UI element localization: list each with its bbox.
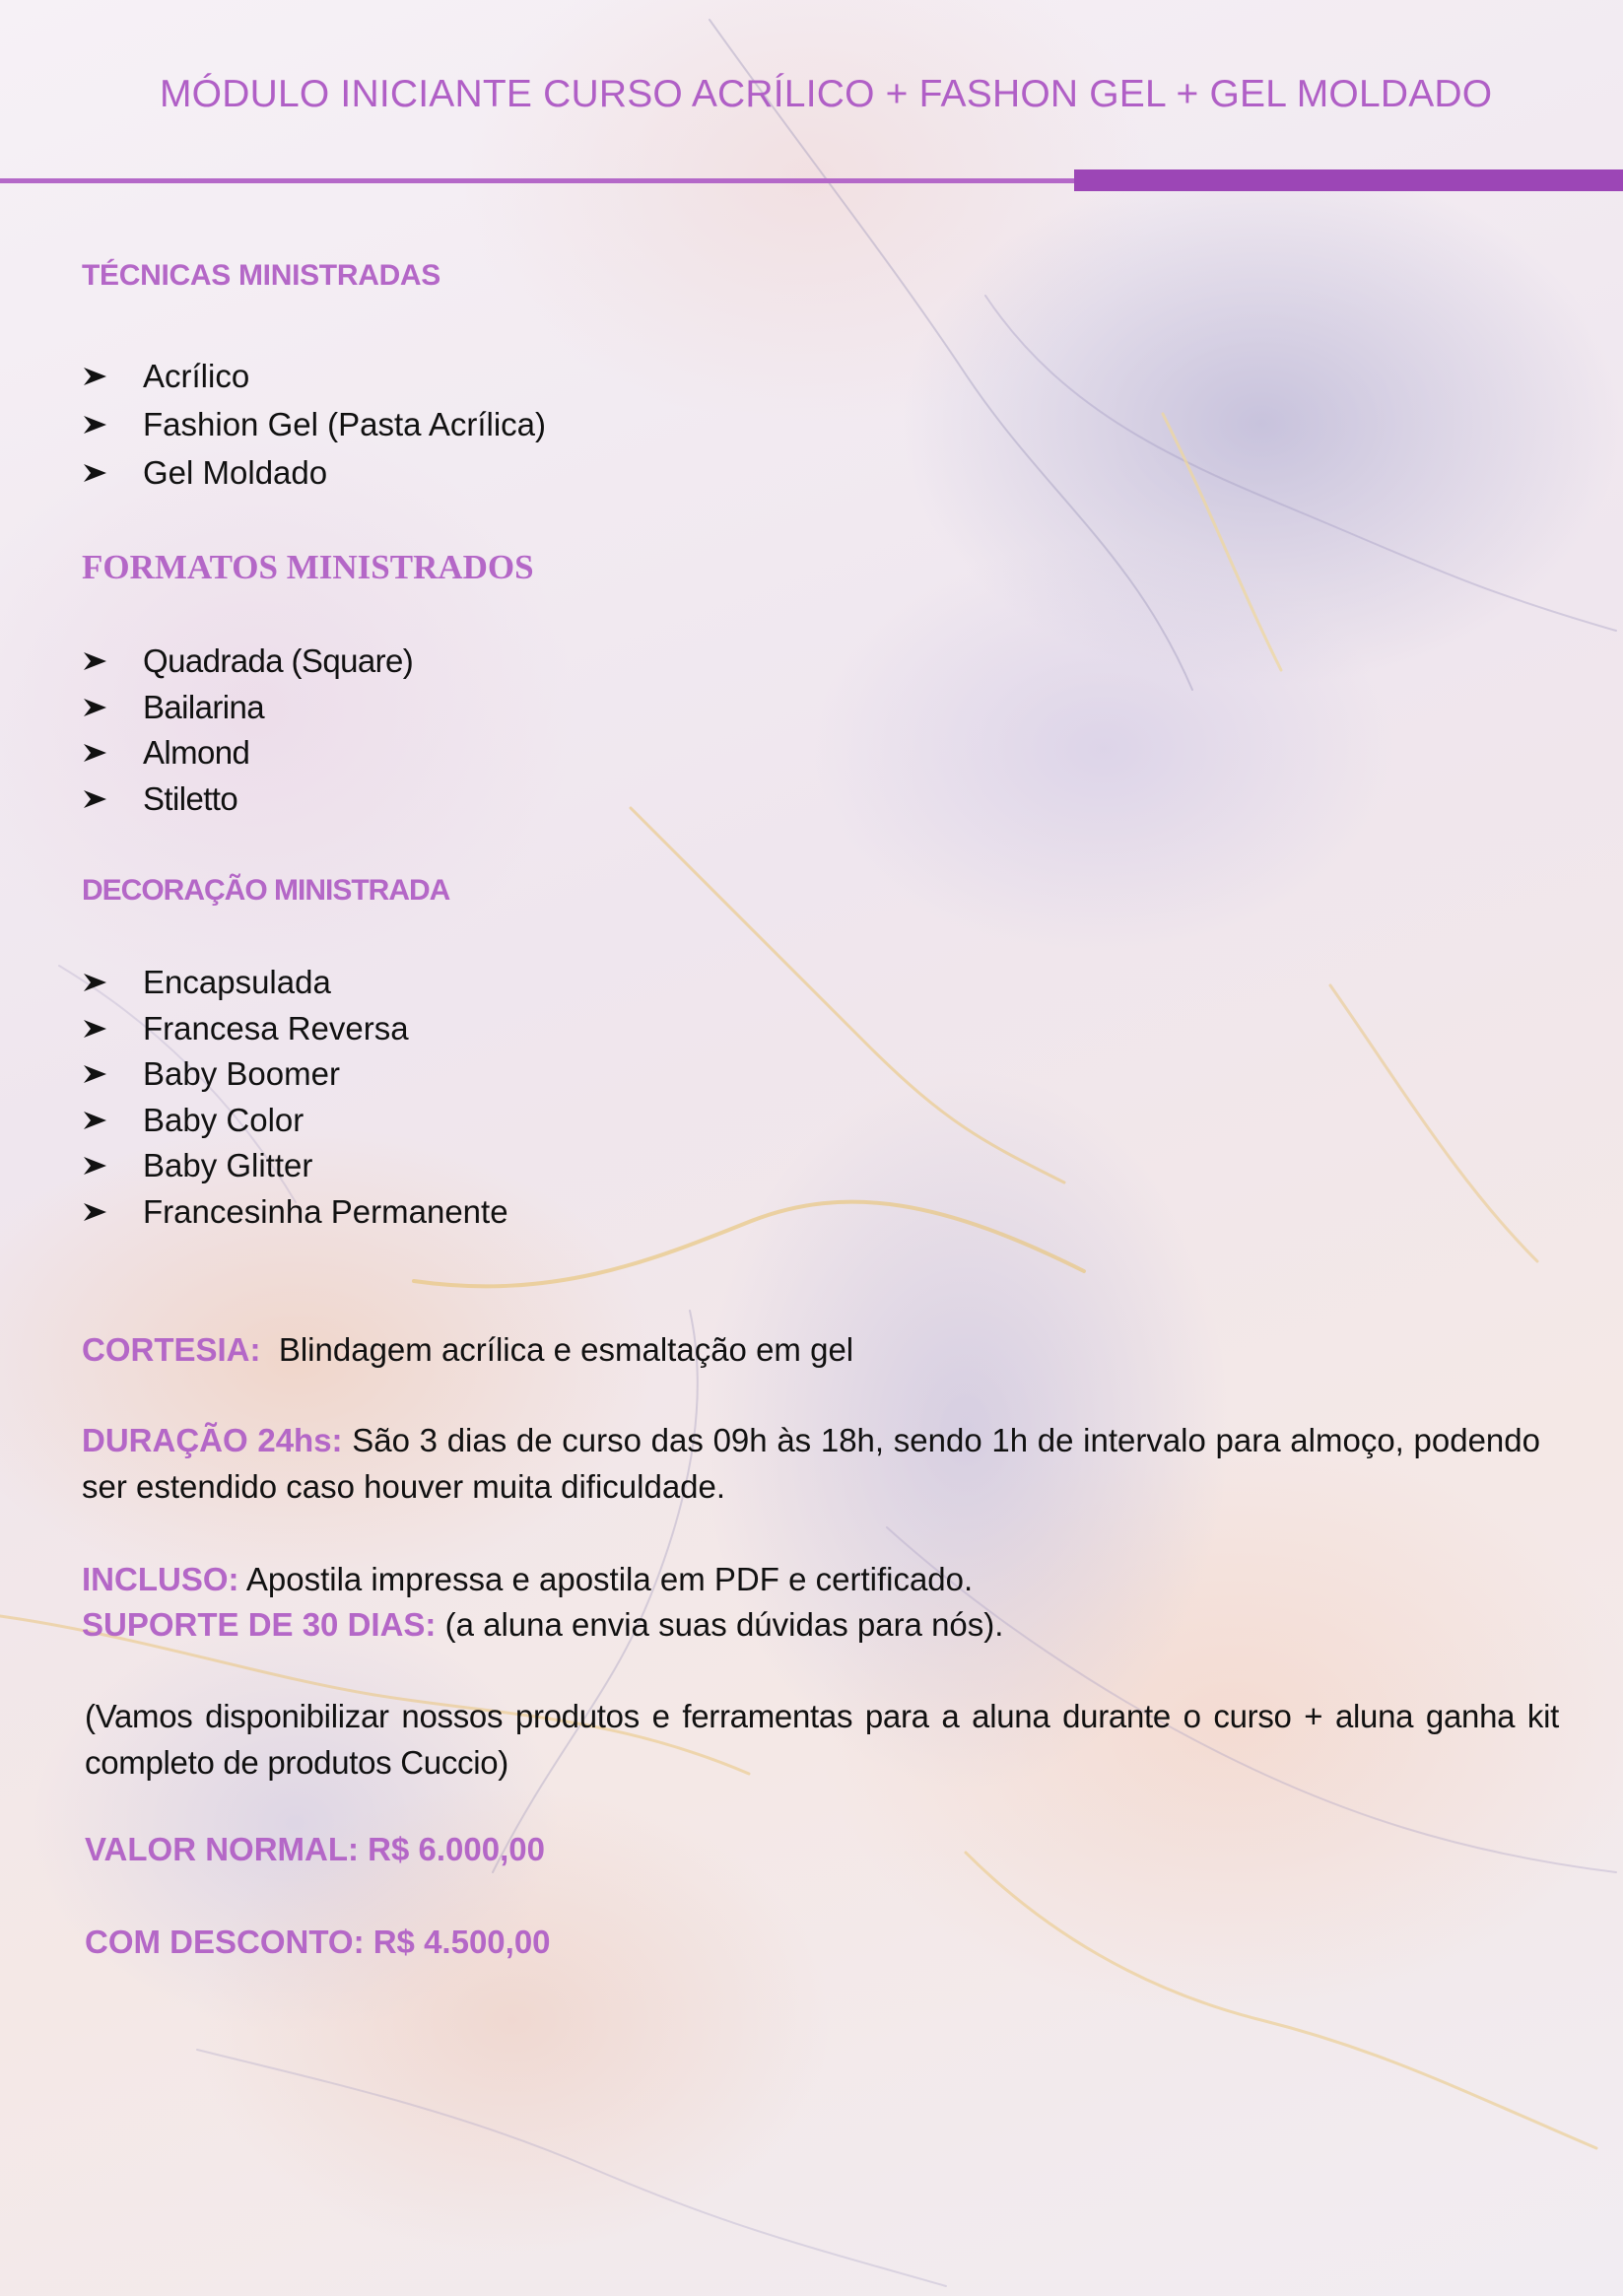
list-item bbox=[82, 1006, 508, 1052]
marble-vein bbox=[197, 2050, 946, 2286]
arrowhead-bullet-icon bbox=[82, 462, 143, 484]
duracao-text: São 3 dias de curso das 09h às 18h, sendo 1h de intervalo para almoço, podendo ser estendido caso houver muita dificuldade. bbox=[82, 1422, 1540, 1505]
arrowhead-bullet-icon bbox=[82, 1063, 143, 1085]
marble-vein bbox=[414, 1202, 1084, 1287]
list-item-label: Stiletto bbox=[143, 779, 238, 817]
marble-vein bbox=[631, 808, 1064, 1182]
list-item bbox=[82, 777, 413, 823]
arrowhead-bullet-icon bbox=[82, 697, 143, 718]
list-item-label: Gel Moldado bbox=[143, 453, 328, 491]
list-item bbox=[82, 1189, 508, 1236]
list-item bbox=[82, 352, 546, 400]
marble-vein bbox=[1163, 414, 1281, 670]
incluso-label: INCLUSO: bbox=[82, 1561, 239, 1597]
list-item-label: Acrílico bbox=[143, 357, 250, 394]
list-item bbox=[82, 448, 546, 497]
page-title: MÓDULO INICIANTE CURSO ACRÍLICO + FASHON GEL + GEL MOLDADO bbox=[160, 73, 1493, 115]
list-item-label: Encapsulada bbox=[143, 964, 331, 1001]
arrowhead-bullet-icon bbox=[82, 650, 143, 672]
arrowhead-bullet-icon bbox=[82, 972, 143, 993]
marble-vein bbox=[710, 20, 1192, 690]
tecnicas-list bbox=[82, 352, 546, 497]
incluso-text: Apostila impressa e apostila em PDF e certificado. bbox=[245, 1561, 974, 1597]
arrowhead-bullet-icon bbox=[82, 1018, 143, 1040]
list-item bbox=[82, 1098, 508, 1144]
arrowhead-bullet-icon bbox=[82, 1110, 143, 1131]
suporte-text: (a aluna envia suas dúvidas para nós). bbox=[444, 1606, 1004, 1643]
list-item bbox=[82, 685, 413, 731]
duracao-label: DURAÇÃO 24hs: bbox=[82, 1422, 343, 1458]
duracao-paragraph bbox=[82, 1417, 1540, 1510]
suporte-label: SUPORTE DE 30 DIAS: bbox=[82, 1606, 437, 1643]
arrowhead-bullet-icon bbox=[82, 366, 143, 387]
arrowhead-bullet-icon bbox=[82, 1201, 143, 1223]
list-item-label: Francesa Reversa bbox=[143, 1009, 409, 1047]
valor-normal: VALOR NORMAL: R$ 6.000,00 bbox=[85, 1831, 545, 1867]
list-item-label: Baby Boomer bbox=[143, 1055, 340, 1093]
marble-vein bbox=[985, 296, 1616, 631]
section-heading-formatos: FORMATOS MINISTRADOS bbox=[82, 548, 534, 586]
nota-paragraph: (Vamos disponibilizar nossos produtos e ferramentas para a aluna durante o curso + aluna ganha kit completo de produtos Cuccio) bbox=[85, 1698, 1559, 1781]
list-item bbox=[82, 639, 413, 685]
marble-vein bbox=[966, 1853, 1596, 2148]
section-heading-tecnicas: TÉCNICAS MINISTRADAS bbox=[82, 259, 441, 292]
decoracao-list bbox=[82, 960, 508, 1235]
list-item-label: Baby Glitter bbox=[143, 1147, 313, 1184]
arrowhead-bullet-icon bbox=[82, 788, 143, 810]
header-rule-thick bbox=[1074, 169, 1623, 191]
list-item bbox=[82, 1143, 508, 1189]
incluso-paragraph bbox=[82, 1556, 1540, 1602]
list-item-label: Almond bbox=[143, 734, 250, 772]
list-item bbox=[82, 730, 413, 777]
marble-vein bbox=[1330, 985, 1537, 1261]
arrowhead-bullet-icon bbox=[82, 742, 143, 764]
list-item-label: Bailarina bbox=[143, 688, 265, 725]
cortesia-label: CORTESIA: bbox=[82, 1331, 261, 1368]
list-item-label: Fashion Gel (Pasta Acrílica) bbox=[143, 405, 546, 442]
list-item-label: Quadrada (Square) bbox=[143, 642, 414, 680]
list-item bbox=[82, 400, 546, 448]
arrowhead-bullet-icon bbox=[82, 414, 143, 436]
list-item bbox=[82, 1051, 508, 1098]
arrowhead-bullet-icon bbox=[82, 1155, 143, 1177]
cortesia-text: Blindagem acrílica e esmaltação em gel bbox=[278, 1331, 854, 1368]
formatos-list bbox=[82, 639, 413, 822]
header-rule-thin bbox=[0, 178, 1074, 183]
suporte-paragraph bbox=[82, 1601, 1540, 1648]
list-item-label: Francesinha Permanente bbox=[143, 1192, 508, 1230]
section-heading-decoracao: DECORAÇÃO MINISTRADA bbox=[82, 874, 450, 907]
list-item-label: Baby Color bbox=[143, 1101, 304, 1138]
cortesia-paragraph bbox=[82, 1326, 1540, 1373]
list-item bbox=[82, 960, 508, 1006]
valor-desconto: COM DESCONTO: R$ 4.500,00 bbox=[85, 1924, 551, 1960]
